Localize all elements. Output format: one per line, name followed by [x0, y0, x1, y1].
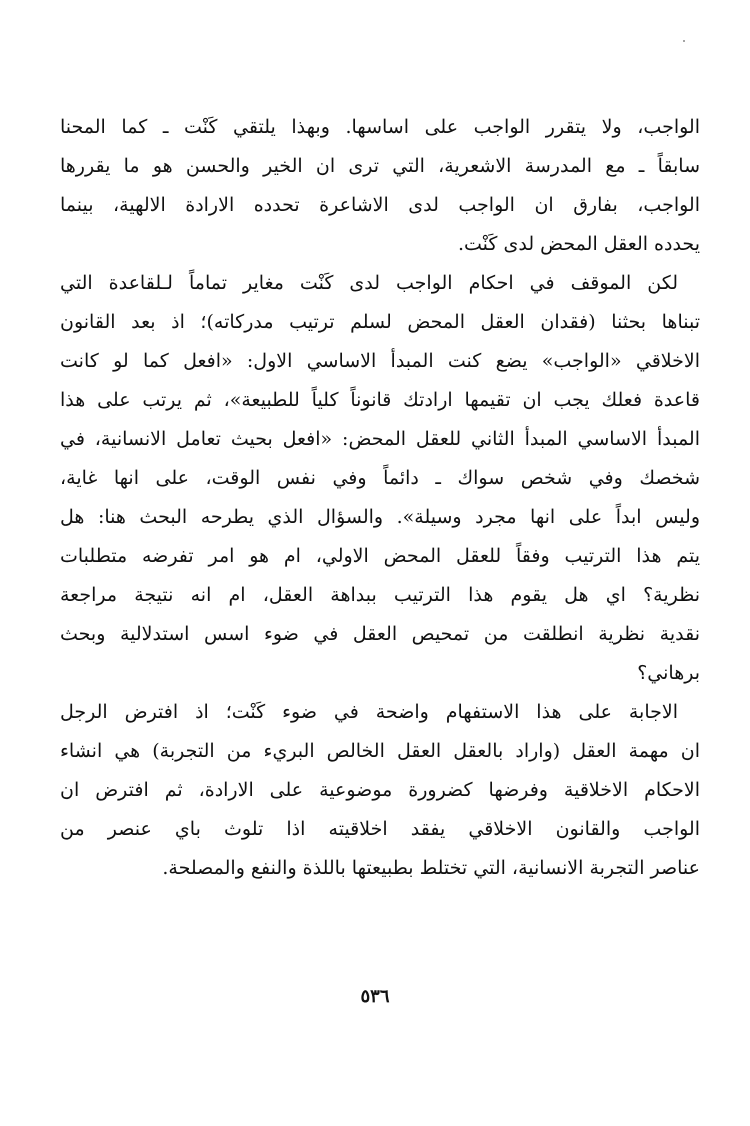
- text-line: الواجب والقانون الاخلاقي يفقد اخلاقيته اذا تلوث باي عنصر من: [60, 818, 700, 840]
- text-line: لكن الموقف في احكام الواجب لدى كَنْت مغاير تماماً لـلقاعدة التي: [60, 272, 678, 294]
- text-line: شخصك وفي شخص سواك ـ دائماً وفي نفس الوقت، على انها غاية،: [60, 467, 700, 489]
- body-text: [60, 108, 700, 888]
- paragraph-3: [60, 693, 700, 888]
- text-line: نقدية نظرية انطلقت من تمحيص العقل في ضوء اسس استدلالية وبحث: [60, 623, 700, 645]
- paragraph-1: [60, 108, 700, 264]
- text-line: وليس ابداً على انها مجرد وسيلة». والسؤال الذي يطرحه البحث هنا: هل: [60, 506, 700, 528]
- text-line: تبناها بحثنا (فقدان العقل المحض لسلم ترتيب مدركاته)؛ اذ بعد القانون: [60, 311, 700, 333]
- text-line: الاخلاقي «الواجب» يضع كنت المبدأ الاساسي الاول: «افعل كما لو كانت: [60, 350, 700, 372]
- paragraph-2: [60, 264, 700, 693]
- page-number: ٥٣٦: [360, 986, 390, 1007]
- text-line: يحدده العقل المحض لدى كَنْت.: [457, 233, 700, 255]
- text-line: الاحكام الاخلاقية وفرضها كضرورة موضوعية على الارادة، ثم افترض ان: [60, 779, 700, 801]
- text-line: المبدأ الاساسي المبدأ الثاني للعقل المحض: «افعل بحيث تعامل الانسانية، في: [60, 428, 700, 450]
- text-line: برهاني؟: [637, 662, 700, 684]
- text-line: نظرية؟ اي هل يقوم هذا الترتيب ببداهة العقل، ام انه نتيجة مراجعة: [60, 584, 700, 606]
- text-line: الاجابة على هذا الاستفهام واضحة في ضوء كَنْت؛ اذ افترض الرجل: [60, 701, 678, 723]
- text-line: الواجب، بفارق ان الواجب لدى الاشاعرة تحدده الارادة الالهية، بينما: [60, 194, 700, 216]
- text-line: يتم هذا الترتيب وفقاً للعقل المحض الاولي، ام هو امر تفرضه متطلبات: [60, 545, 700, 567]
- text-line: الواجب، ولا يتقرر الواجب على اساسها. وبهذا يلتقي كَنْت ـ كما المحنا: [60, 116, 700, 138]
- text-line: ان مهمة العقل (واراد بالعقل العقل الخالص البريء من التجربة) هي انشاء: [60, 740, 700, 762]
- scan-speck: [683, 40, 685, 42]
- text-line: قاعدة فعلك يجب ان تقيمها ارادتك قانوناً كلياً للطبيعة»، ثم يرتب على هذا: [60, 389, 700, 411]
- text-line: سابقاً ـ مع المدرسة الاشعرية، التي ترى ان الخير والحسن هو ما يقررها: [60, 155, 700, 177]
- text-line: عناصر التجربة الانسانية، التي تختلط بطبيعتها باللذة والنفع والمصلحة.: [162, 857, 700, 879]
